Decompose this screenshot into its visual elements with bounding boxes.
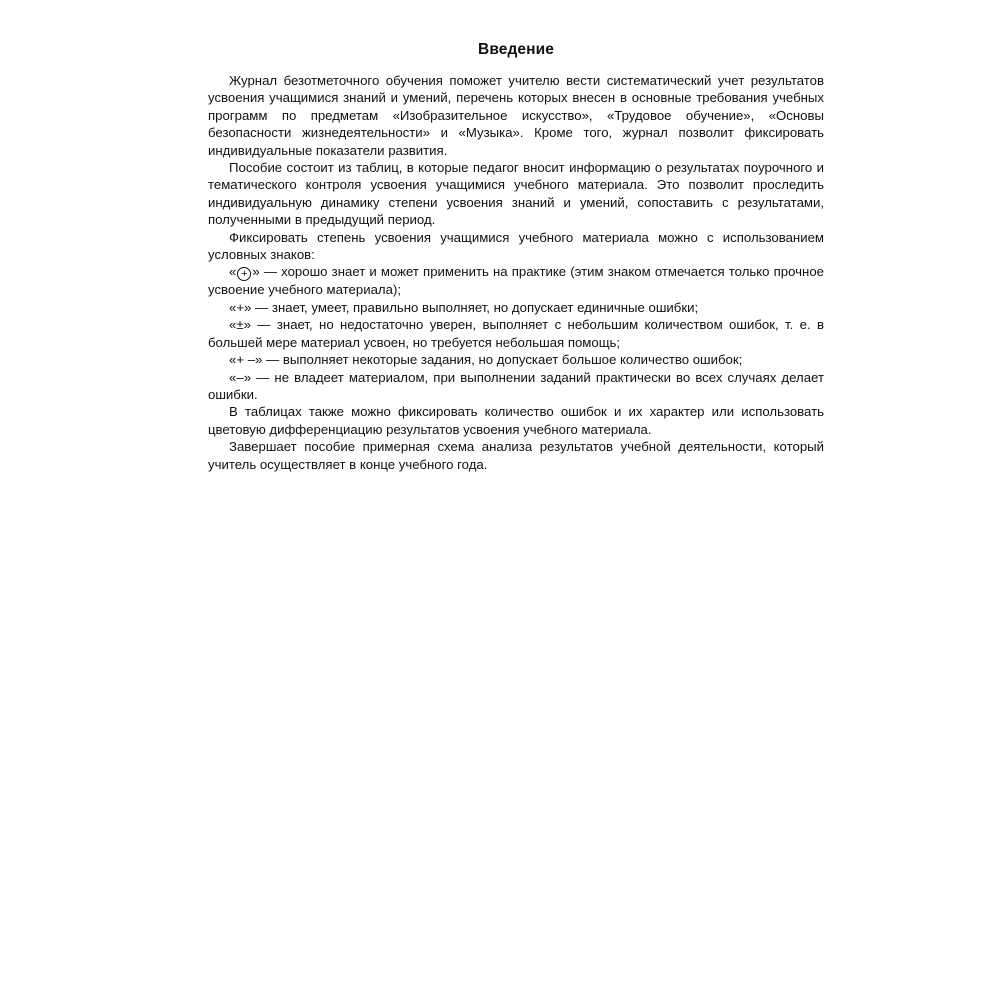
sign-close-quote: » bbox=[244, 299, 252, 315]
sign-symbol: ± bbox=[236, 317, 244, 333]
sign-open-quote: « bbox=[229, 317, 237, 333]
sign-item-plus bbox=[208, 299, 824, 316]
sign-description: — хорошо знает и может применить на практике (этим знаком отмечается только прочное усвоение учебного материала); bbox=[208, 264, 824, 298]
closing-paragraph-1: В таблицах также можно фиксировать количество ошибок и их характер или использовать цветовую дифференциацию результатов усвоения учебного материала. bbox=[208, 404, 824, 437]
sign-open-quote: « bbox=[229, 369, 237, 385]
sign-symbol: – bbox=[236, 369, 244, 385]
sign-description: — выполняет некоторые задания, но допускает большое количество ошибок; bbox=[262, 352, 743, 368]
sign-symbol: + bbox=[236, 299, 245, 315]
document-page bbox=[208, 40, 824, 473]
sign-item-plus-dash bbox=[208, 351, 824, 368]
sign-description: — знает, умеет, правильно выполняет, но допускает единичные ошибки; bbox=[251, 299, 699, 315]
sign-open-quote: « bbox=[229, 352, 237, 368]
sign-close-quote: » bbox=[243, 369, 252, 385]
intro-paragraph-3: Фиксировать степень усвоения учащимися учебного материала можно с использованием условных знаков: bbox=[208, 229, 824, 263]
sign-open-quote: « bbox=[229, 264, 237, 280]
sign-item-plus-minus bbox=[208, 316, 824, 351]
sign-item-circled-plus bbox=[208, 263, 824, 298]
sign-description: — не владеет материалом, при выполнении заданий практически во всех случаях делает ошибки. bbox=[208, 369, 824, 402]
closing-paragraph-2: Завершает пособие примерная схема анализа результатов учебной деятельности, который учитель осуществляет в конце учебного года. bbox=[208, 439, 824, 472]
sign-symbol: + – bbox=[236, 352, 256, 368]
sign-close-quote: » bbox=[255, 352, 263, 368]
sign-close-quote: » bbox=[252, 264, 260, 280]
intro-paragraph-1: Журнал безотметочного обучения поможет учителю вести систематический учет результатов усвоения учащимися знаний и умений, перечень которых внесен в основные требования учебных программ по предметам «Изобразительное искусство», «Трудовое обучение», «Основы безопасности жизнедеятельности» и «Музыка». Кроме того, журнал позволит фиксировать индивидуальные показатели развития. bbox=[208, 73, 824, 158]
page-title: Введение bbox=[478, 41, 554, 58]
sign-open-quote: « bbox=[229, 299, 237, 315]
sign-item-minus bbox=[208, 369, 824, 404]
sign-close-quote: » bbox=[243, 317, 251, 333]
sign-description: — знает, но недостаточно уверен, выполняет с небольшим количеством ошибок, т. е. в большей мере материал усвоен, но требуется небольшая помощь; bbox=[208, 317, 824, 350]
intro-paragraph-2: Пособие состоит из таблиц, в которые педагог вносит информацию о результатах поурочного и тематического контроля усвоения учащимися учебного материала. Это позволит проследить индивидуальную динамику степени усвоения знаний и умений, сопоставить с результатами, полученными в предыдущий период. bbox=[208, 160, 824, 228]
circled-plus-icon: + bbox=[237, 267, 251, 281]
